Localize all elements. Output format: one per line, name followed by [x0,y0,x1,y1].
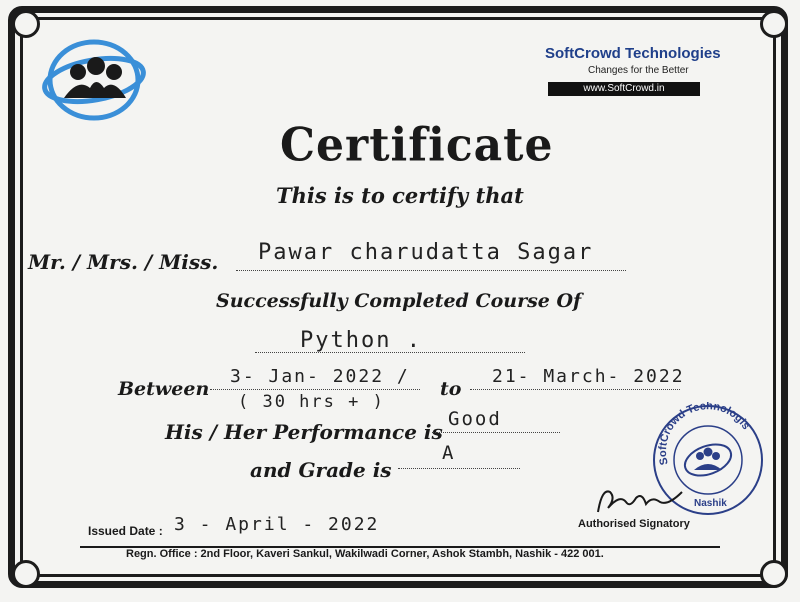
issued-date-value: 3 - April - 2022 [174,514,380,535]
authorised-signature [590,482,690,518]
course-dotted-line [255,352,525,353]
company-name-part2: Crowd Technologies [574,45,721,62]
grade-value: A [442,442,456,464]
grade-dotted-line [398,468,520,469]
svg-text:SoftCrowd Technologis [657,402,752,466]
start-date: 3- Jan- 2022 / [230,366,410,387]
corner-ornament [760,560,788,588]
corner-ornament [12,10,40,38]
company-name [545,45,721,62]
performance-label: His / Her Performance is [165,420,443,444]
registered-office: Regn. Office : 2nd Floor, Kaveri Sankul, Wakilwadi Corner, Ashok Stambh, Nashik - 422 001. [126,548,604,560]
name-dotted-line [236,270,626,271]
authorised-signatory-label: Authorised Signatory [578,518,690,530]
stamp-ring-text: SoftCrowd Technologis [656,402,753,467]
performance-dotted-line [432,432,560,433]
issued-date-label: Issued Date : [88,524,163,538]
end-date-dotted-line [470,389,680,390]
recipient-name: Pawar charudatta Sagar [258,240,594,265]
course-name: Python . [300,328,422,353]
company-website: www.SoftCrowd.in [548,82,700,96]
completed-line: Successfully Completed Course Of [216,290,582,312]
grade-label: and Grade is [250,458,392,482]
certificate-title: Certificate [280,118,554,173]
salutation-label: Mr. / Mrs. / Miss. [28,250,219,274]
duration: ( 30 hrs + ) [238,392,385,412]
company-name-part1: Soft [545,45,575,62]
corner-ornament [12,560,40,588]
performance-value: Good [448,408,502,430]
stamp-city: Nashik [694,498,727,509]
end-date: 21- March- 2022 [492,366,685,387]
start-date-dotted-line [210,389,420,390]
certify-line: This is to certify that [276,183,524,208]
company-logo-icon [42,36,152,124]
between-label: Between [118,378,210,400]
corner-ornament [760,10,788,38]
to-label: to [440,378,462,400]
company-tagline: Changes for the Better [588,65,689,76]
